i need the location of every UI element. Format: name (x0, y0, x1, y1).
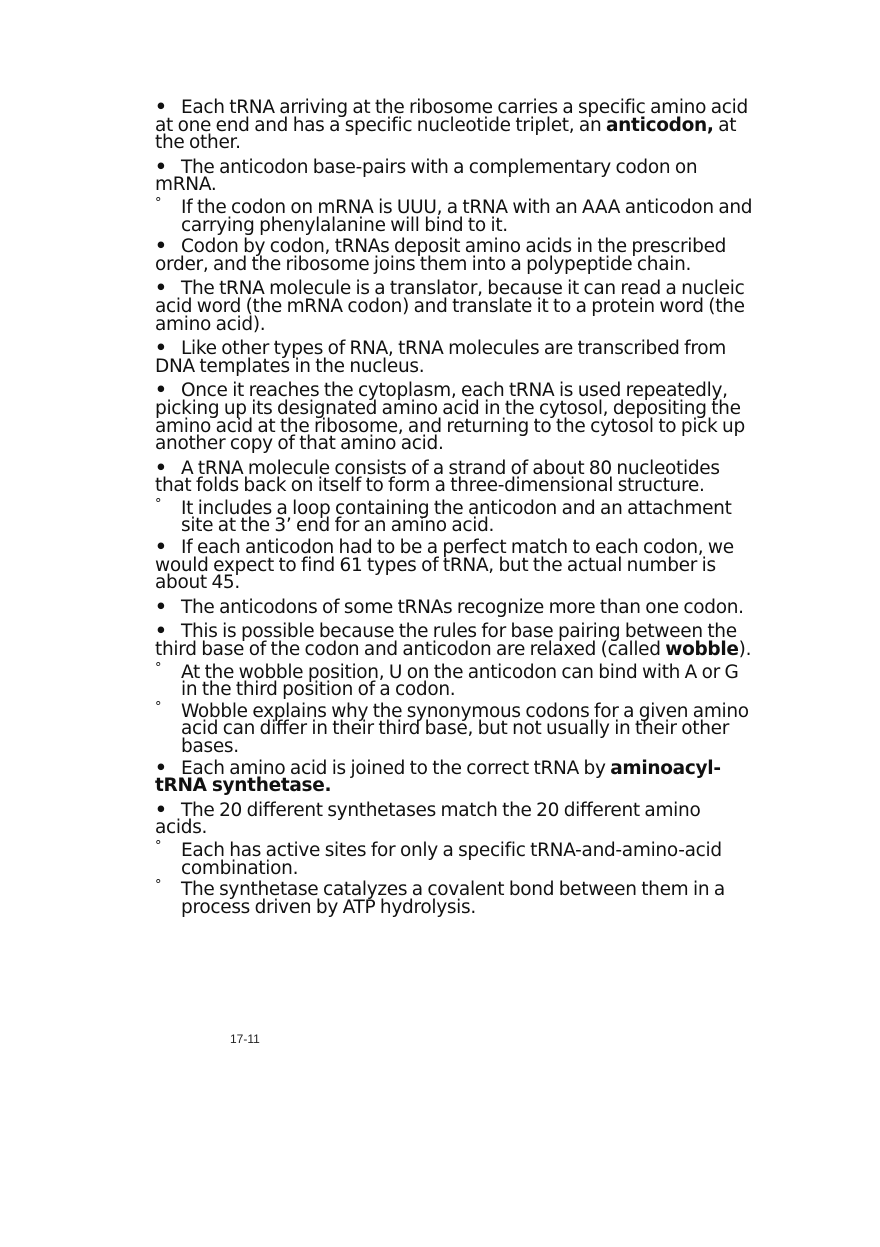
bullet-icon: • (155, 156, 167, 178)
sub-point (155, 660, 755, 701)
item-bold-term: aminoacyl-tRNA synthetase. (155, 757, 721, 797)
item-text: The anticodon base-pairs with a complementary codon on mRNA. (155, 156, 698, 196)
bullet-point (155, 280, 755, 333)
item-text: The tRNA molecule is a translator, because it can read a nucleic acid word (the mRNA codon) and translate it to a protein word (the amino acid). (155, 278, 745, 335)
item-text: If each anticodon had to be a perfect match to each codon, we would expect to find 61 types of tRNA, but the actual number is about 45. (155, 537, 734, 594)
bullet-point (155, 238, 755, 273)
item-text: Each tRNA arriving at the ribosome carries a specific amino acid at one end and has a specific nucleotide triplet, an (155, 97, 748, 136)
item-text: Wobble explains why the synonymous codons for a given amino acid can differ in their third base, but not usually in their other bases. (181, 700, 749, 757)
item-text: Each amino acid is joined to the correct tRNA by (181, 757, 611, 779)
sub-point (155, 496, 755, 537)
bullet-point (155, 757, 755, 797)
item-text: At the wobble position, U on the anticodon can bind with A or G in the third position of a codon. (181, 661, 739, 701)
item-bold-term: anticodon, (605, 114, 714, 136)
bullet-icon: • (155, 457, 167, 479)
item-text: Each has active sites for only a specific tRNA-and-amino-acid combination. (181, 839, 722, 879)
item-text: The synthetase catalyzes a covalent bond between them in a process driven by ATP hydrolysis. (181, 879, 725, 918)
bullet-icon: • (155, 537, 167, 559)
item-text: This is possible because the rules for base pairing between the third base of the codon and anticodon are relaxed (called (155, 621, 737, 661)
sub-bullet-icon: ° (155, 699, 162, 715)
bullet-icon: • (155, 380, 167, 402)
item-text: Once it reaches the cytoplasm, each tRNA is used repeatedly, picking up its designated amino acid in the cytosol, depositing the amino acid at the ribosome, and returning to the cytosol to pick up another copy of that amino acid. (155, 380, 745, 455)
sub-bullet-icon: ° (155, 496, 162, 512)
bullet-point (155, 99, 755, 152)
sub-point (155, 195, 755, 236)
sub-bullet-icon: ° (155, 195, 162, 211)
item-text: A tRNA molecule consists of a strand of about 80 nucleotides that folds back on itself to form a three-dimensional structure. (155, 457, 720, 497)
bullet-point (155, 799, 755, 839)
bullet-icon: • (155, 799, 167, 821)
bullet-icon: • (155, 596, 167, 618)
page-number: 17-11 (230, 1032, 260, 1046)
item-text-tail: at the other. (155, 114, 737, 154)
bullet-icon: • (155, 338, 167, 360)
bullet-point (155, 380, 755, 455)
bullet-point (155, 457, 755, 497)
item-text: The anticodons of some tRNAs recognize more than one codon. (181, 596, 744, 618)
bullet-point (155, 596, 755, 618)
bullet-icon: • (155, 757, 167, 779)
item-text: Codon by codon, tRNAs deposit amino acids in the prescribed order, and the ribosome joins them into a polypeptide chain. (155, 236, 727, 275)
sub-bullet-icon: ° (155, 878, 162, 894)
item-text: If the codon on mRNA is UUU, a tRNA with an AAA anticodon and carrying phenylalanine will bind to it. (181, 196, 753, 236)
item-text-tail: ). (738, 639, 752, 661)
bullet-icon: • (155, 97, 167, 118)
item-text: The 20 different synthetases match the 20 different amino acids. (155, 799, 701, 839)
sub-bullet-icon: ° (155, 838, 162, 854)
item-text: It includes a loop containing the anticodon and an attachment site at the 3’ end for an amino acid. (181, 497, 732, 537)
bullet-point (155, 156, 755, 196)
bullet-point (155, 340, 755, 375)
item-bold-term: wobble (665, 639, 739, 661)
notes-content (155, 99, 755, 920)
item-text: Like other types of RNA, tRNA molecules are transcribed from DNA templates in the nucleus. (155, 338, 726, 377)
sub-point (155, 699, 755, 757)
bullet-icon: • (155, 236, 167, 258)
bullet-icon: • (155, 278, 167, 300)
sub-point (155, 838, 755, 879)
bullet-point (155, 621, 755, 661)
bullet-icon: • (155, 621, 167, 643)
sub-bullet-icon: ° (155, 660, 162, 676)
bullet-point (155, 539, 755, 592)
sub-point (155, 878, 755, 918)
